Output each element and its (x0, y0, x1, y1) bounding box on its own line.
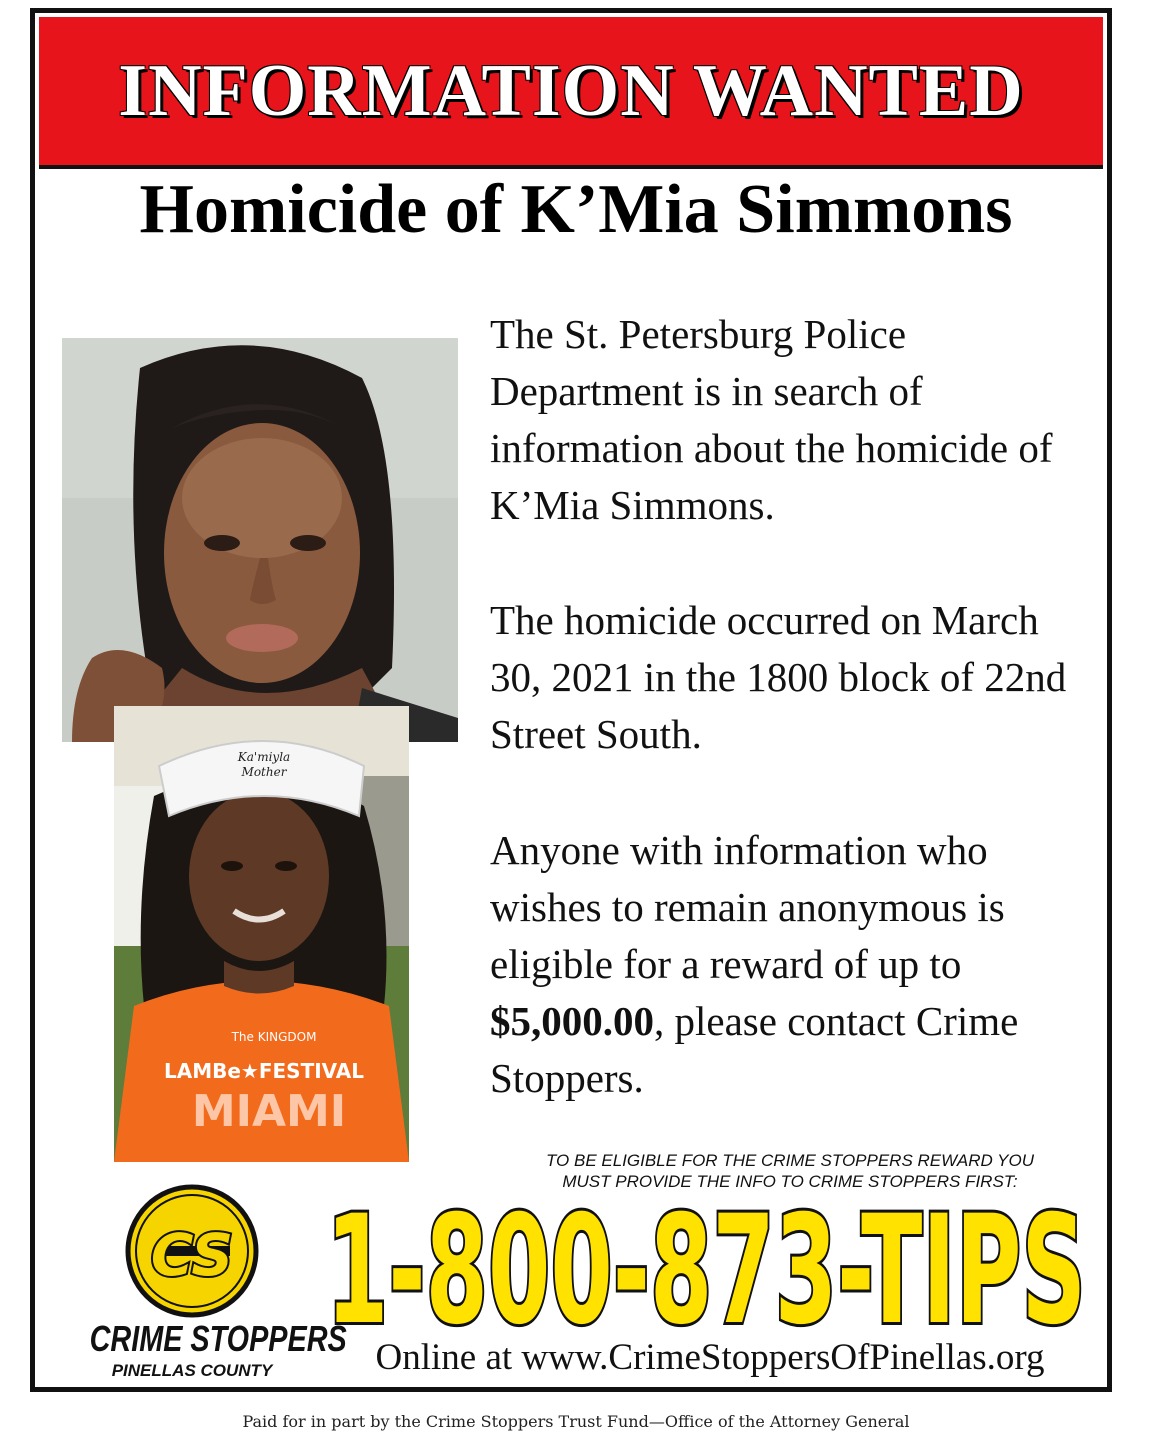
festival-illustration (114, 706, 409, 1162)
shirt-text-festival: LAMBe★FESTIVAL (163, 1059, 365, 1083)
crime-stoppers-logo-icon (124, 1183, 260, 1319)
appeal-paragraph (490, 822, 1090, 1107)
appeal-text-start: Anyone with information who wishes to remain anonymous is eligible for a reward of up to (490, 827, 1005, 987)
phone-number-text: 1-800-873-TIPS (326, 1184, 1086, 1358)
eligibility-line-2: MUST PROVIDE THE INFO TO CRIME STOPPERS FIRST: (562, 1172, 1018, 1191)
victim-photo-portrait (62, 338, 458, 742)
reward-amount: $5,000.00 (490, 998, 654, 1044)
shirt-text-miami: MIAMI (191, 1086, 347, 1137)
logo-monogram: CS (150, 1221, 234, 1289)
portrait-illustration (62, 338, 458, 742)
poster-headline: Homicide of K’Mia Simmons (139, 171, 1013, 248)
logo-name: CRIME STOPPERS (89, 1318, 347, 1359)
details-paragraph: The homicide occurred on March 30, 2021 in the 1800 block of 22nd Street South. (490, 597, 1067, 757)
intro-paragraph: The St. Petersburg Police Department is in search of information about the homicide of K’Mia Simmons. (490, 311, 1053, 528)
website-line: Online at www.CrimeStoppersOfPinellas.org (375, 1337, 1045, 1378)
eligibility-line-1: TO BE ELIGIBLE FOR THE CRIME STOPPERS REWARD YOU (545, 1151, 1035, 1170)
appeal-text-end: , please contact Crime Stoppers. (490, 998, 1019, 1101)
victim-photo-festival (114, 706, 409, 1162)
visor-text-line1: Ka'miyla (237, 750, 291, 764)
funding-footer: Paid for in part by the Crime Stoppers Trust Fund—Office of the Attorney General (242, 1412, 910, 1431)
banner-title: INFORMATION WANTED (118, 49, 1024, 132)
visor-text-line2: Mother (241, 765, 287, 779)
information-wanted-banner (39, 17, 1103, 169)
shirt-text-kingdom: The KINGDOM (231, 1030, 317, 1044)
logo-county: PINELLAS COUNTY (111, 1361, 273, 1380)
